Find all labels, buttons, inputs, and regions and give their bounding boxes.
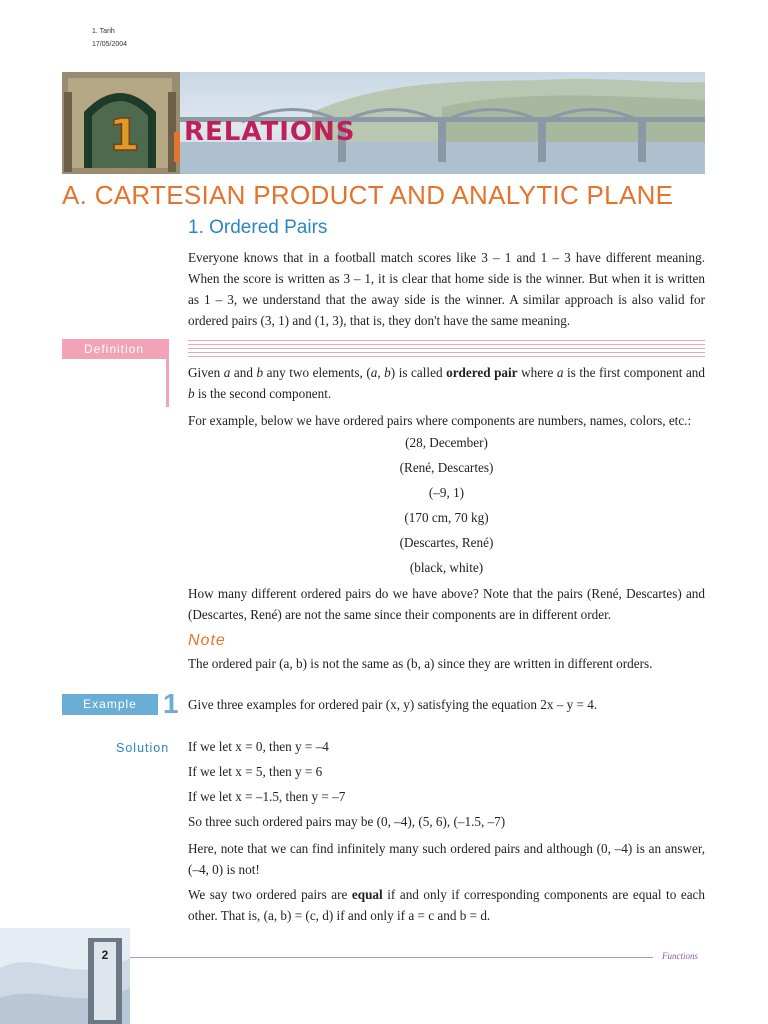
example-pair: (Descartes, René) <box>399 535 494 550</box>
definition-label: Definition <box>62 339 166 359</box>
subsection-title: 1. Ordered Pairs <box>188 217 328 238</box>
solution-line: If we let x = 5, then y = 6 <box>188 764 323 779</box>
example-pair: (28, December) <box>405 435 488 450</box>
solution-line: If we let x = –1.5, then y = –7 <box>188 789 346 804</box>
example-number: 1 <box>163 688 179 719</box>
note-text: The ordered pair (a, b) is not the same as (b, a) since they are written in different orders. <box>188 656 653 671</box>
definition-text: Given a and b any two elements, (a, b) is called ordered pair where a is the first component and b is the second component. <box>188 365 705 401</box>
example-pair: (René, Descartes) <box>399 460 494 475</box>
footer-rule <box>130 957 653 958</box>
page-number: 2 <box>101 948 109 962</box>
solution-line: So three such ordered pairs may be (0, –4), (5, 6), (–1.5, –7) <box>188 814 506 829</box>
example-label: Example <box>62 694 158 715</box>
question-paragraph: How many different ordered pairs do we have above? Note that the pairs (René, Descartes) and (Descartes, René) are not the same since their components are in different order. <box>188 586 705 622</box>
banner-image <box>62 72 705 174</box>
examples-intro: For example, below we have ordered pairs where components are numbers, names, colors, etc.: <box>188 413 692 428</box>
running-title: Functions <box>662 951 698 961</box>
equality-paragraph: We say two ordered pairs are equal if and only if corresponding components are equal to each other. That is, (a, b) = (c, d) if and only if a = c and b = d. <box>188 887 706 923</box>
note-title: Note <box>188 632 226 649</box>
section-title: A. CARTESIAN PRODUCT AND ANALYTIC PLANE <box>62 180 674 210</box>
example-pair: (black, white) <box>409 560 484 575</box>
example-pair: (170 cm, 70 kg) <box>404 510 489 525</box>
filmstrip-icon <box>0 928 130 1024</box>
term-ordered-pair: ordered pair <box>446 365 518 380</box>
definition-rules <box>188 340 705 358</box>
solution-paragraph: Here, note that we can find infinitely many such ordered pairs and although (0, –4) is an answer, (–4, 0) is not! <box>188 841 705 877</box>
solution-line: If we let x = 0, then y = –4 <box>188 739 329 754</box>
example-text: Give three examples for ordered pair (x, y) satisfying the equation 2x – y = 4. <box>188 697 598 712</box>
term-equal: equal <box>351 887 383 902</box>
chapter-banner <box>62 72 705 174</box>
example-pair: (–9, 1) <box>428 485 465 500</box>
chapter-title: RELATIONS <box>184 117 356 147</box>
definition-marker <box>166 339 169 407</box>
intro-paragraph: Everyone knows that in a football match scores like 3 – 1 and 1 – 3 have different meaning. When the score is written as 3 – 1, it is clear that home side is the winner. But when it is written as 1 – 3, we understand that the away side is the winner. A similar approach is also valid for ordered pairs (3, 1) and (1, 3), that is, they don't have the same meaning. <box>188 250 705 328</box>
footer-decoration <box>0 928 130 1024</box>
header-date: 17/05/2004 <box>92 41 128 48</box>
solution-label: Solution <box>116 741 170 755</box>
chapter-number: 1 <box>109 110 140 161</box>
header-line-1: 1. Tarih <box>92 28 115 35</box>
